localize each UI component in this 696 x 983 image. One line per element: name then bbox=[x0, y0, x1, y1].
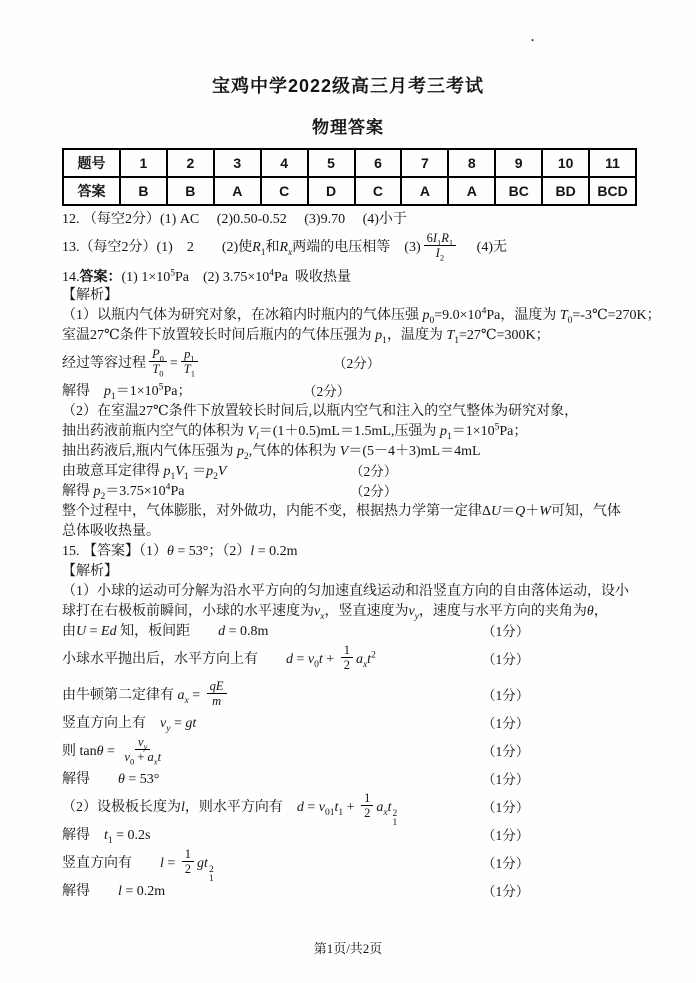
text-segment: 6 bbox=[426, 231, 433, 246]
question-number-cell: 1 bbox=[120, 149, 167, 177]
subscript: 1 bbox=[107, 835, 113, 846]
answer-cell: D bbox=[308, 177, 355, 205]
math-variable: a bbox=[355, 652, 363, 667]
math-variable: p bbox=[184, 347, 191, 362]
stacked-subscript: 1 bbox=[392, 818, 398, 828]
content-line bbox=[62, 266, 672, 286]
text-segment: ＝ bbox=[188, 464, 207, 479]
text-segment: ，速度与水平方向的夹角为 bbox=[418, 604, 587, 619]
text-segment: 可知，气体 bbox=[550, 504, 621, 519]
text-segment: 解得 bbox=[62, 828, 104, 843]
math-variable: θ bbox=[586, 604, 594, 619]
fraction-numerator bbox=[424, 231, 457, 246]
text-segment: = bbox=[188, 688, 204, 703]
text-segment: ＝3.75×10 bbox=[105, 484, 166, 499]
math-variable: l bbox=[160, 856, 164, 871]
fraction-numerator bbox=[207, 679, 227, 694]
superscript: 5 bbox=[494, 422, 500, 433]
text-segment: Pa bbox=[170, 484, 185, 499]
fraction-denominator bbox=[361, 806, 373, 820]
math-variable: p bbox=[439, 424, 447, 439]
math-variable: V bbox=[217, 464, 227, 479]
text-segment: = bbox=[103, 744, 119, 759]
text-segment: 2 bbox=[184, 862, 192, 877]
content-line bbox=[62, 210, 672, 230]
math-variable: l bbox=[181, 800, 185, 815]
math-variable: t bbox=[157, 750, 162, 765]
row-label-cell: 题号 bbox=[63, 149, 120, 177]
text-segment: = 0.2m bbox=[121, 884, 166, 899]
answer-cell: A bbox=[401, 177, 448, 205]
subscript: 1 bbox=[382, 335, 387, 346]
text-segment: + bbox=[343, 800, 359, 815]
subscript-italic: y bbox=[143, 741, 148, 752]
content-line bbox=[62, 542, 672, 562]
subscript: 1 bbox=[170, 471, 176, 482]
content-line bbox=[62, 482, 672, 502]
math-variable: U bbox=[491, 504, 502, 519]
text-segment: = bbox=[303, 800, 319, 815]
answer-table-body bbox=[63, 149, 636, 205]
content-line bbox=[62, 602, 672, 622]
math-variable: θ bbox=[167, 544, 174, 559]
math-variable: T bbox=[559, 308, 568, 323]
content-line bbox=[62, 790, 672, 826]
math-variable: d bbox=[296, 800, 304, 815]
content-line bbox=[62, 734, 672, 770]
text-segment: = bbox=[163, 856, 179, 871]
math-variable: v bbox=[408, 604, 415, 619]
answer-cell: A bbox=[214, 177, 261, 205]
content-line bbox=[62, 346, 672, 382]
text-segment: Pa 吸收热量 bbox=[274, 270, 351, 285]
text-segment: Pa； bbox=[163, 384, 192, 399]
text-segment: 解得 bbox=[62, 772, 118, 787]
subscript-italic: x bbox=[383, 807, 388, 818]
math-variable: Q bbox=[515, 504, 526, 519]
text-segment: Pa (2) 3.75×10 bbox=[175, 270, 270, 285]
text-segment: 竖直方向有 bbox=[62, 856, 160, 871]
score-mark: （1分） bbox=[482, 884, 530, 899]
text-segment: = 0.2m bbox=[254, 544, 298, 559]
answer-cell: BC bbox=[495, 177, 542, 205]
text-segment: 1 bbox=[184, 847, 192, 862]
subscript-italic: y bbox=[414, 611, 419, 622]
subscript: 0 bbox=[314, 659, 319, 670]
text-segment: (4)无 bbox=[459, 240, 507, 255]
math-variable: T bbox=[183, 362, 191, 377]
question-number-cell: 5 bbox=[308, 149, 355, 177]
math-variable: l bbox=[250, 544, 255, 559]
content-line bbox=[62, 422, 672, 442]
math-variable: t bbox=[204, 856, 208, 871]
row-label-cell: 答案 bbox=[63, 177, 120, 205]
content-line bbox=[62, 462, 672, 482]
subscript: 1 bbox=[454, 335, 459, 346]
answer-cell: C bbox=[261, 177, 308, 205]
superscript: 5 bbox=[170, 268, 175, 279]
text-segment: ＋ bbox=[525, 504, 540, 519]
subscript-italic: y bbox=[166, 723, 171, 734]
text-segment: 1 bbox=[364, 791, 371, 806]
content-line bbox=[62, 846, 672, 882]
stacked-superscript: 2 bbox=[392, 809, 398, 819]
score-mark: （1分） bbox=[482, 716, 530, 731]
text-segment: 12. （每空2分）(1) AC (2)0.50-0.52 (3)9.70 (4)小于 bbox=[62, 212, 407, 227]
score-mark: （2分） bbox=[350, 464, 398, 479]
math-variable: P bbox=[152, 347, 160, 362]
superscript: 4 bbox=[481, 306, 487, 317]
math-variable: gt bbox=[185, 716, 197, 731]
text-segment: 2 bbox=[343, 658, 350, 673]
math-variable: Ed bbox=[101, 624, 117, 639]
math-variable: T bbox=[152, 362, 160, 377]
text-segment: Pa； bbox=[499, 424, 528, 439]
subscript: 0 bbox=[159, 353, 164, 364]
math-variable: t bbox=[387, 800, 392, 815]
subscript: 1 bbox=[448, 237, 454, 248]
subscript: 1 bbox=[446, 431, 452, 442]
superscript: 5 bbox=[158, 382, 164, 393]
fraction-denominator bbox=[181, 362, 198, 379]
superscript: 4 bbox=[269, 268, 274, 279]
math-variable: θ bbox=[96, 744, 104, 759]
text-segment: 抽出药液前瓶内空气的体积为 bbox=[62, 424, 248, 439]
fraction-denominator bbox=[149, 362, 166, 379]
question-number-cell: 9 bbox=[495, 149, 542, 177]
answer-table bbox=[62, 148, 637, 206]
math-variable: R bbox=[252, 240, 261, 255]
text-segment: 两端的电压相等 (3) bbox=[292, 240, 421, 255]
question-number-cell: 3 bbox=[214, 149, 261, 177]
math-variable: t bbox=[104, 828, 108, 843]
subscript-italic: x bbox=[288, 247, 293, 258]
text-segment: 解得 bbox=[62, 484, 94, 499]
text-segment: = bbox=[86, 624, 102, 639]
math-variable: T bbox=[446, 328, 455, 343]
content-line bbox=[62, 770, 672, 790]
answer-cell: A bbox=[448, 177, 495, 205]
content-line bbox=[62, 230, 672, 266]
text-segment: 14. bbox=[62, 270, 80, 285]
math-variable: v bbox=[318, 800, 326, 815]
text-segment: =27℃=300K； bbox=[459, 328, 550, 343]
subscript: 1 bbox=[183, 471, 189, 482]
solution-content-area bbox=[62, 210, 672, 902]
math-variable: t bbox=[367, 652, 372, 667]
content-line bbox=[62, 678, 672, 714]
text-segment: 竖直方向上有 bbox=[62, 716, 160, 731]
text-segment: 抽出药液后,瓶内气体压强为 bbox=[62, 444, 237, 459]
text-segment: （1）小球的运动可分解为沿水平方向的匀加速直线运动和沿竖直方向的自由落体运动，设小 bbox=[62, 584, 629, 599]
fraction bbox=[207, 679, 227, 708]
subscript-italic: x bbox=[362, 659, 368, 670]
fraction bbox=[182, 847, 194, 876]
text-segment: ,气体的体积为 bbox=[248, 444, 340, 459]
page-subtitle: 物理答案 bbox=[312, 118, 384, 137]
fraction bbox=[121, 735, 164, 767]
page-title: 宝鸡中学2022级高三月考三考试 bbox=[211, 76, 485, 96]
subscript: 1 bbox=[260, 247, 266, 258]
content-line bbox=[62, 826, 672, 846]
text-segment: 【解析】 bbox=[62, 564, 118, 579]
score-mark: （1分） bbox=[482, 856, 530, 871]
subscript: 2 bbox=[244, 451, 249, 462]
math-variable: a bbox=[147, 750, 154, 765]
subscript: 2 bbox=[100, 491, 106, 502]
content-line bbox=[62, 286, 672, 306]
text-segment: 室温27℃条件下放置较长时间后瓶内的气体压强为 bbox=[62, 328, 376, 343]
math-variable: v bbox=[314, 604, 321, 619]
fraction-numerator bbox=[135, 735, 150, 750]
subscript: 0 bbox=[129, 756, 135, 767]
answer-cell: C bbox=[355, 177, 402, 205]
math-variable: v bbox=[160, 716, 167, 731]
page-footer: 第1页/共2页 bbox=[313, 941, 383, 956]
text-segment: = bbox=[170, 716, 186, 731]
text-segment: 由玻意耳定律得 bbox=[62, 464, 164, 479]
fraction-denominator bbox=[182, 862, 194, 876]
math-variable: p bbox=[375, 328, 383, 343]
math-variable: qE bbox=[209, 679, 224, 694]
question-number-cell: 8 bbox=[448, 149, 495, 177]
content-line bbox=[62, 382, 672, 402]
math-variable: t bbox=[318, 652, 323, 667]
subscript-italic: x bbox=[320, 611, 325, 622]
content-line bbox=[62, 562, 672, 582]
text-segment: （2）在室温27℃条件下放置较长时间后,以瓶内空气和注入的空气整体为研究对象， bbox=[62, 404, 579, 419]
text-segment: 则 tan bbox=[62, 744, 97, 759]
content-line bbox=[62, 442, 672, 462]
content-line bbox=[62, 882, 672, 902]
math-variable: W bbox=[539, 504, 551, 519]
text-segment: ， bbox=[593, 604, 608, 619]
text-segment: =-3℃=270K； bbox=[572, 308, 661, 323]
math-variable: a bbox=[376, 800, 384, 815]
content-line bbox=[62, 522, 672, 542]
text-segment: (1) 1×10 bbox=[121, 270, 171, 285]
answer-row bbox=[63, 177, 636, 205]
text-segment: ＝(5－4＋3)mL＝4mL bbox=[348, 444, 481, 459]
math-variable: R bbox=[279, 240, 289, 255]
content-line bbox=[62, 582, 672, 602]
text-segment: 由 bbox=[62, 624, 76, 639]
fraction bbox=[424, 231, 457, 263]
question-number-cell: 4 bbox=[261, 149, 308, 177]
content-line bbox=[62, 326, 672, 346]
score-mark: （1分） bbox=[482, 800, 530, 815]
fraction-numerator bbox=[149, 347, 167, 362]
superscript: 4 bbox=[165, 482, 171, 493]
math-variable: R bbox=[441, 231, 449, 246]
text-segment: + bbox=[322, 652, 338, 667]
subscript-italic: x bbox=[153, 756, 158, 767]
fraction-denominator bbox=[121, 750, 164, 767]
content-line bbox=[62, 502, 672, 522]
fraction bbox=[361, 791, 373, 820]
math-variable: l bbox=[118, 884, 122, 899]
text-segment: = 53°；（2） bbox=[173, 544, 251, 559]
text-segment: 1 bbox=[343, 643, 350, 658]
text-segment: （1）以瓶内气体为研究对象，在冰箱内时瓶内的气体压强 bbox=[62, 308, 423, 323]
math-variable: U bbox=[76, 624, 87, 639]
text-segment: 球打在右极板前瞬间，小球的水平速度为 bbox=[62, 604, 314, 619]
text-segment: 15. 【答案】（1） bbox=[62, 544, 167, 559]
text-segment: 小球水平抛出后，水平方向上有 bbox=[62, 652, 286, 667]
text-segment: ＝ bbox=[501, 504, 516, 519]
text-segment: ＝(1＋0.5)mL＝1.5mL,压强为 bbox=[258, 424, 440, 439]
stacked-subscript: 1 bbox=[208, 874, 214, 884]
text-segment: 由牛顿第二定律有 bbox=[62, 688, 178, 703]
question-number-cell: 10 bbox=[542, 149, 589, 177]
answer-cell: B bbox=[120, 177, 167, 205]
fraction-numerator bbox=[341, 643, 353, 658]
text-segment: ＝1×10 bbox=[451, 424, 495, 439]
question-number-cell: 6 bbox=[355, 149, 402, 177]
math-variable: p bbox=[104, 384, 111, 399]
math-variable: p bbox=[422, 308, 430, 323]
question-number-cell: 7 bbox=[401, 149, 448, 177]
content-line bbox=[62, 402, 672, 422]
math-variable: V bbox=[339, 444, 349, 459]
text-segment: Pa，温度为 bbox=[486, 308, 560, 323]
text-segment: ＝1×10 bbox=[115, 384, 159, 399]
text-segment: 总体吸收热量。 bbox=[62, 524, 160, 539]
subscript: 1 bbox=[111, 391, 116, 402]
subscript: 0 bbox=[567, 315, 573, 326]
score-mark: （2分） bbox=[333, 356, 381, 371]
text-segment: 2 bbox=[364, 806, 371, 821]
math-variable: p bbox=[93, 484, 101, 499]
fraction-numerator bbox=[182, 847, 194, 862]
text-segment: 和 bbox=[265, 240, 280, 255]
subscript-italic: x bbox=[184, 695, 189, 706]
answer-cell: BD bbox=[542, 177, 589, 205]
math-variable: v bbox=[307, 652, 315, 667]
score-mark: （1分） bbox=[482, 688, 530, 703]
math-variable: d bbox=[218, 624, 226, 639]
math-variable: v bbox=[124, 750, 130, 765]
math-variable: a bbox=[177, 688, 185, 703]
math-variable: t bbox=[334, 800, 339, 815]
subscript: 1 bbox=[190, 368, 195, 379]
text-segment: = 0.8m bbox=[225, 624, 269, 639]
math-variable: V bbox=[175, 464, 184, 479]
subscript: 0 bbox=[159, 368, 164, 379]
subscript: 1 bbox=[437, 237, 442, 248]
math-variable: p bbox=[206, 464, 214, 479]
text-segment: 13.（每空2分）(1) 2 (2)使 bbox=[62, 240, 253, 255]
math-variable: V bbox=[247, 424, 257, 439]
subscript: 2 bbox=[439, 252, 445, 263]
fraction bbox=[149, 347, 167, 379]
question-number-row bbox=[63, 149, 636, 177]
fraction-numerator bbox=[181, 347, 198, 362]
fraction bbox=[181, 347, 198, 379]
text-segment: = 53° bbox=[124, 772, 160, 787]
math-variable: d bbox=[286, 652, 293, 667]
superscript: 2 bbox=[371, 650, 376, 661]
text-segment: 整个过程中，气体膨胀，对外做功，内能不变，根据热力学第一定律Δ bbox=[62, 504, 492, 519]
question-number-cell: 11 bbox=[589, 149, 636, 177]
text-segment: ，温度为 bbox=[386, 328, 447, 343]
subscript-italic: l bbox=[256, 431, 259, 442]
text-segment: （2）设极板长度为 bbox=[62, 800, 181, 815]
math-variable: p bbox=[237, 444, 244, 459]
subscript: 0 bbox=[429, 315, 435, 326]
answer-cell: BCD bbox=[589, 177, 636, 205]
math-variable: v bbox=[138, 735, 144, 750]
score-mark: （1分） bbox=[482, 652, 530, 667]
text-segment: ，则水平方向有 bbox=[184, 800, 297, 815]
text-segment: = bbox=[169, 356, 178, 371]
content-line bbox=[62, 306, 672, 326]
math-variable: I bbox=[432, 231, 438, 246]
stacked-superscript: 2 bbox=[208, 865, 214, 875]
math-variable: θ bbox=[118, 772, 125, 787]
score-mark: （1分） bbox=[482, 772, 530, 787]
text-segment: =9.0×10 bbox=[434, 308, 482, 323]
fraction-numerator bbox=[361, 791, 373, 806]
math-variable: g bbox=[197, 856, 205, 871]
fraction-denominator bbox=[209, 694, 224, 708]
subscript: 1 bbox=[338, 807, 344, 818]
score-mark: （1分） bbox=[482, 828, 530, 843]
content-line bbox=[62, 622, 672, 642]
text-segment: 知，板间距 bbox=[116, 624, 219, 639]
bold-text-segment: 答案： bbox=[79, 268, 122, 284]
fraction-denominator bbox=[341, 658, 353, 672]
subscript: 2 bbox=[213, 471, 218, 482]
answer-cell: B bbox=[167, 177, 214, 205]
text-segment: = bbox=[293, 652, 308, 667]
text-segment: = 0.2s bbox=[112, 828, 151, 843]
fraction-denominator bbox=[433, 246, 447, 263]
score-mark: （2分） bbox=[303, 384, 351, 399]
text-segment: ，竖直速度为 bbox=[324, 604, 409, 619]
fraction bbox=[341, 643, 353, 672]
content-line bbox=[62, 714, 672, 734]
score-mark: （1分） bbox=[482, 744, 530, 759]
question-number-cell: 2 bbox=[167, 149, 214, 177]
math-variable: m bbox=[212, 694, 222, 709]
content-line bbox=[62, 642, 672, 678]
subscript: 1 bbox=[190, 353, 195, 364]
text-segment: 解得 bbox=[62, 884, 118, 899]
text-segment: 【解析】 bbox=[62, 288, 118, 303]
subscript: 01 bbox=[325, 807, 335, 818]
text-segment: + bbox=[134, 750, 148, 765]
stray-dot: . bbox=[531, 30, 534, 44]
text-segment: 经过等容过程 bbox=[62, 356, 146, 371]
score-mark: （2分） bbox=[350, 484, 398, 499]
math-variable: I bbox=[435, 246, 440, 261]
score-mark: （1分） bbox=[482, 624, 530, 639]
math-variable: p bbox=[163, 464, 171, 479]
text-segment: 解得 bbox=[62, 384, 104, 399]
